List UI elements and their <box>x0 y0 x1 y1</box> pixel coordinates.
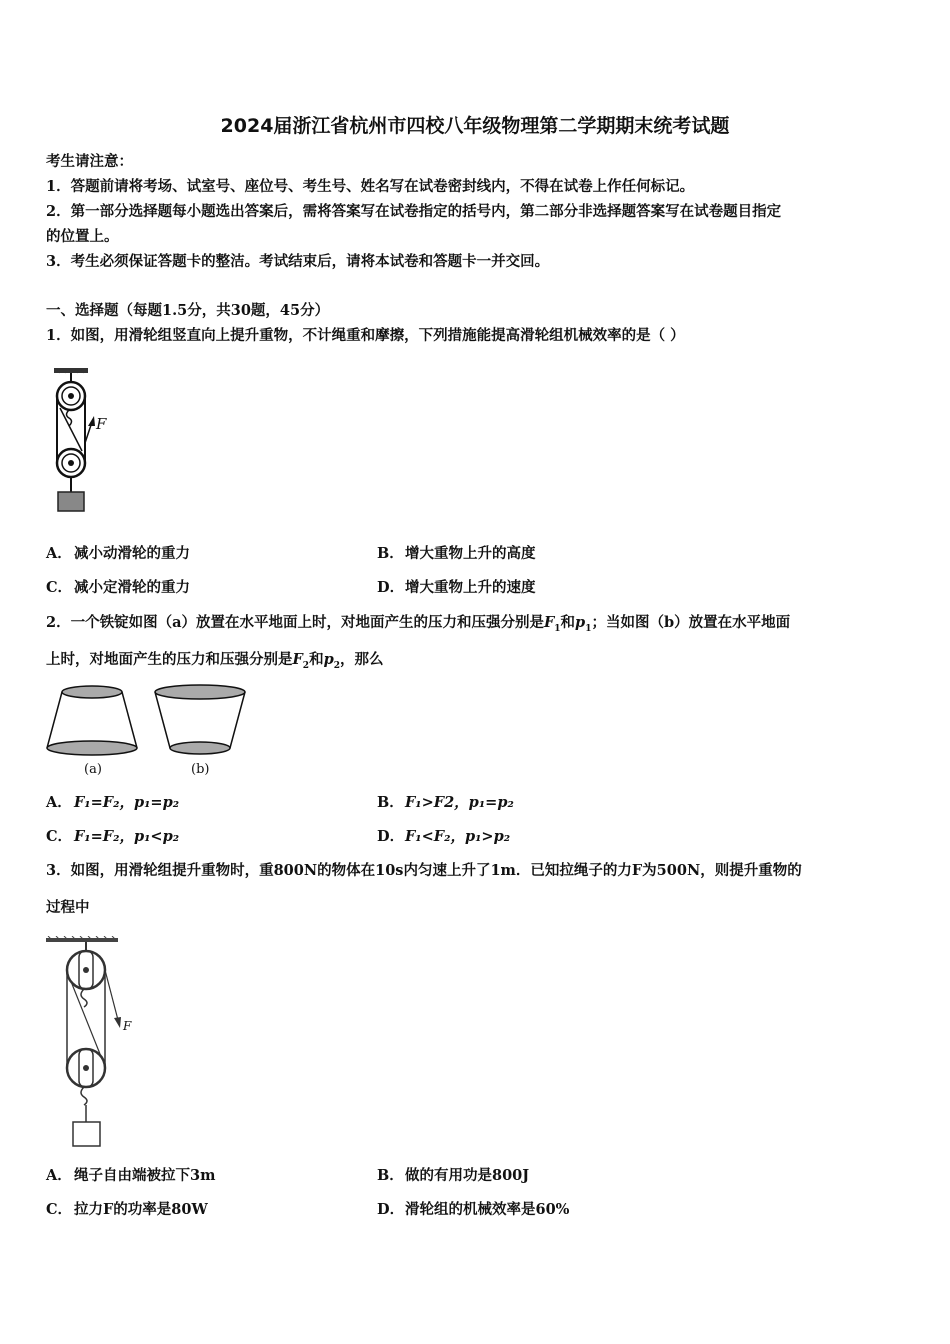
option-key: B． <box>377 794 404 811</box>
q1-option-d <box>377 578 536 598</box>
notice-item-2-cont: 的位置上。 <box>46 228 119 245</box>
page-title: 2024届浙江省杭州市四校八年级物理第二学期期末统考试题 <box>220 115 730 137</box>
q3-option-b <box>377 1166 529 1186</box>
option-text: F₁<F₂，p₁>p₂ <box>405 828 511 845</box>
q2-fig-b-label: (b) <box>191 762 210 777</box>
q2-option-a <box>46 793 179 813</box>
q3-pulley-figure <box>44 936 136 1150</box>
option-key: D． <box>377 1201 405 1218</box>
option-text: 拉力F的功率是80W <box>74 1201 208 1218</box>
option-text: 减小定滑轮的重力 <box>74 579 190 596</box>
section-heading: 一、选择题（每题1.5分，共30题，45分） <box>46 302 330 319</box>
q1-option-b <box>377 544 536 564</box>
q3-option-d <box>377 1200 569 1220</box>
option-text: 滑轮组的机械效率是60% <box>405 1201 570 1218</box>
q2-stem-part: ，那么 <box>339 651 384 668</box>
option-key: B． <box>377 545 404 562</box>
notice-item-1: 1．答题前请将考场、试室号、座位号、考生号、姓名写在试卷密封线内，不得在试卷上作任何标记。 <box>46 178 695 195</box>
var-F2: F <box>292 651 303 668</box>
option-text: F₁=F₂，p₁=p₂ <box>74 794 180 811</box>
q2-option-d <box>377 827 510 847</box>
q1-force-label: F <box>96 415 107 433</box>
q2-and: 和 <box>560 614 576 631</box>
option-key: D． <box>377 828 405 845</box>
option-text: F₁>F2，p₁=p₂ <box>405 794 514 811</box>
q2-stem-part: ；当如图（b）放置在水平地面 <box>591 614 791 631</box>
q2-stem-part: 2．一个铁锭如图（a）放置在水平地面上时，对地面产生的压力和压强分别是 <box>46 614 544 631</box>
option-text: 增大重物上升的高度 <box>405 545 536 562</box>
option-text: 减小动滑轮的重力 <box>74 545 190 562</box>
q1-option-a <box>46 544 190 564</box>
option-key: C． <box>46 828 73 845</box>
option-key: A． <box>46 794 72 811</box>
sub-2: 2 <box>333 660 340 671</box>
q2-and: 和 <box>309 651 324 668</box>
option-text: 绳子自由端被拉下3m <box>74 1167 216 1184</box>
q2-option-b <box>377 793 514 813</box>
q3-stem-line1: 3．如图，用滑轮组提升重物时，重800N的物体在10s内匀速上升了1m．已知拉绳子的力F为500N，则提升重物的 <box>46 862 802 879</box>
var-p1: p <box>575 614 586 631</box>
option-text: 增大重物上升的速度 <box>405 579 536 596</box>
option-text: F₁=F₂，p₁<p₂ <box>74 828 180 845</box>
q2-option-c <box>46 827 179 847</box>
sub-1: 1 <box>585 623 592 634</box>
q2-fig-a-label: (a) <box>84 762 102 777</box>
q1-stem: 1．如图，用滑轮组竖直向上提升重物，不计绳重和摩擦，下列措施能提高滑轮组机械效率的是（ ） <box>46 327 685 344</box>
option-key: A． <box>46 1167 72 1184</box>
q2-stem-line1 <box>46 613 790 639</box>
notice-item-3: 3．考生必须保证答题卡的整洁。考试结束后，请将本试卷和答题卡一并交回。 <box>46 253 550 270</box>
var-p2: p <box>323 651 334 668</box>
sub-2: 2 <box>302 660 310 671</box>
q1-pulley-figure <box>46 368 126 516</box>
q3-force-label: F <box>123 1019 132 1033</box>
option-key: C． <box>46 1201 73 1218</box>
q3-stem-line2: 过程中 <box>46 899 90 916</box>
option-text: 做的有用功是800J <box>405 1167 530 1184</box>
notice-heading: 考生请注意： <box>46 153 133 170</box>
sub-1: 1 <box>554 623 561 634</box>
var-F1: F <box>543 614 555 631</box>
option-key: D． <box>377 579 405 596</box>
q1-option-c <box>46 578 190 598</box>
option-key: C． <box>46 579 73 596</box>
q3-option-c <box>46 1200 208 1220</box>
option-key: A． <box>46 545 72 562</box>
q2-frustum-figure <box>44 684 250 780</box>
q2-stem-part: 上时，对地面产生的压力和压强分别是 <box>46 651 293 668</box>
q3-option-a <box>46 1166 215 1186</box>
notice-item-2: 2．第一部分选择题每小题选出答案后，需将答案写在试卷指定的括号内，第二部分非选择题答案写在试卷题目指定 <box>46 203 782 220</box>
option-key: B． <box>377 1167 404 1184</box>
q2-stem-line2 <box>46 650 383 676</box>
